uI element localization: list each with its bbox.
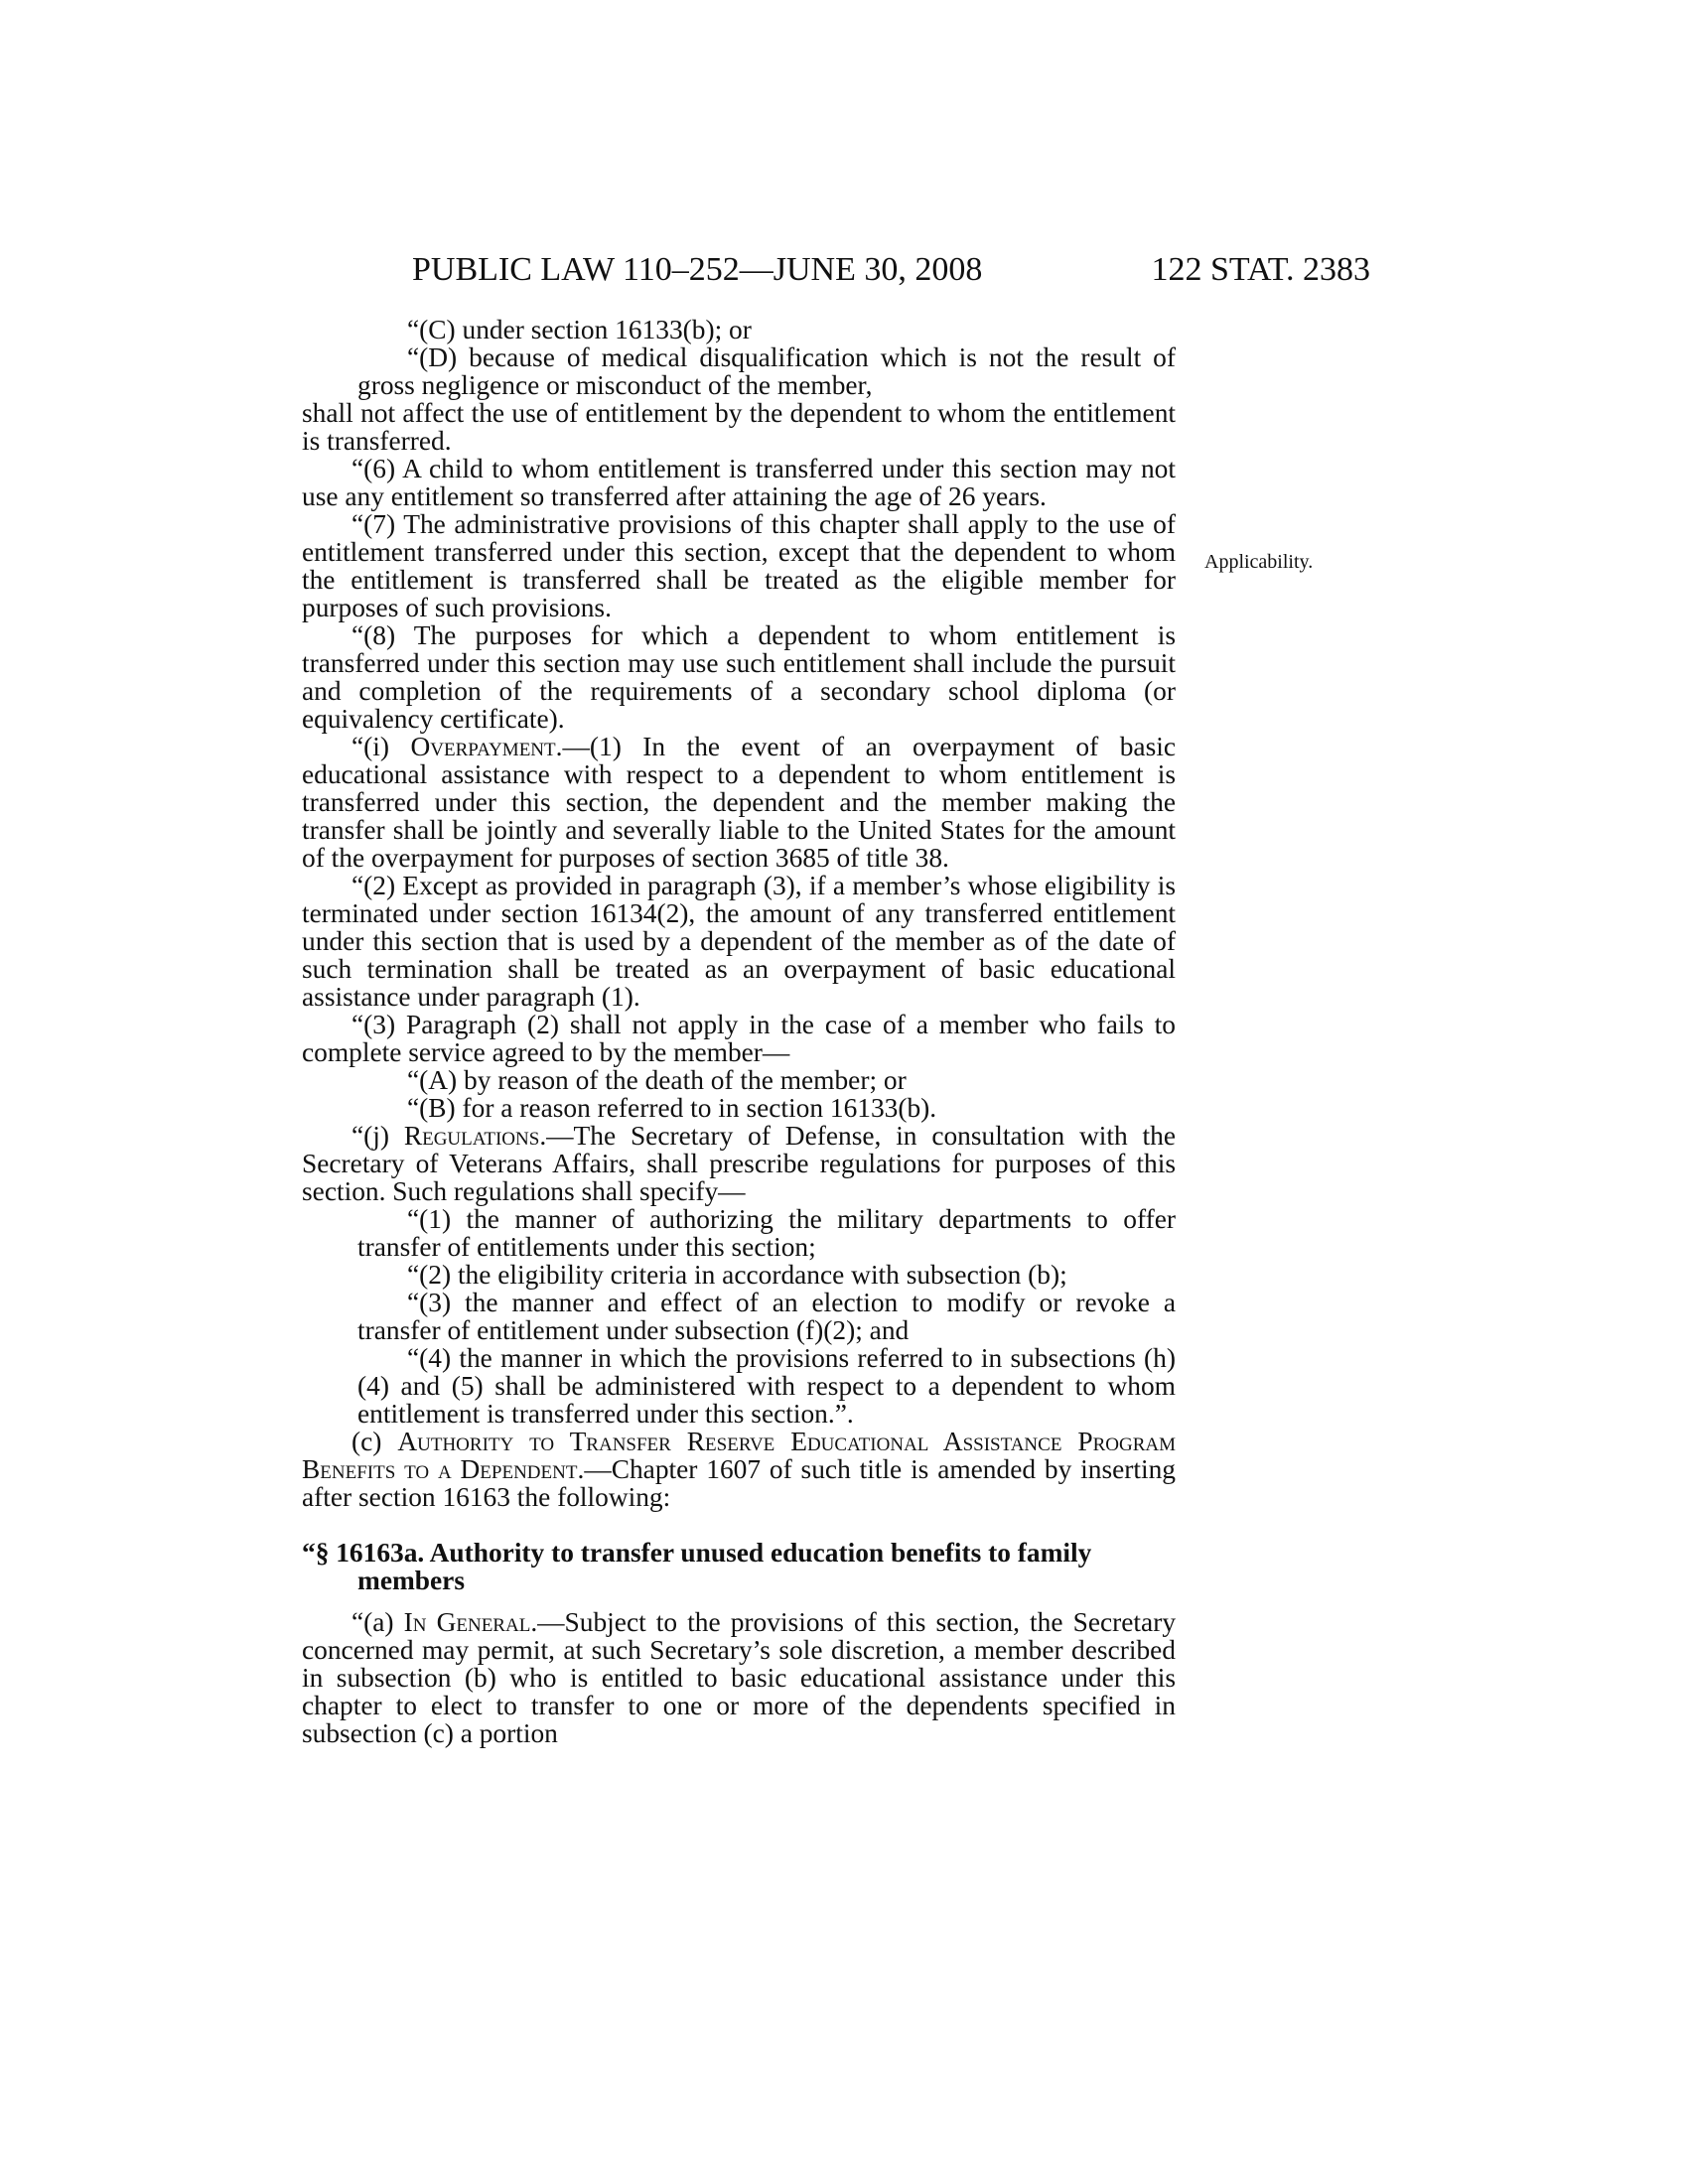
header-statute-page: 122 STAT. 2383 xyxy=(1151,251,1370,288)
header-public-law: PUBLIC LAW 110–252—JUNE 30, 2008 xyxy=(412,251,983,288)
paragraph: (c) Authority to Transfer Reserve Educational Assistance Program Benefits to a Dependent.—Chapter 1607 of such title is amended by inserting after section 16163 the following: xyxy=(302,1427,1176,1512)
paragraph: “(B) for a reason referred to in section 16133(b). xyxy=(407,1093,937,1123)
subsection-heading: Overpayment xyxy=(410,732,556,761)
paragraph: “(3) Paragraph (2) shall not apply in the case of a member who fails to complete service agreed to by the member— xyxy=(302,1010,1176,1067)
paragraph: “(a) In General.—Subject to the provisions of this section, the Secretary concerned may permit, at such Secretary’s sole discretion, a member described in subsection (b) who is entitled to basic educational assistance under this chapter to elect to transfer to one or more of the dependents specified in subsection (c) a portion xyxy=(302,1607,1177,1748)
paragraph: “(i) Overpayment.—(1) In the event of an overpayment of basic educational assistance with respect to a dependent to whom entitlement is transferred under this section, the dependent and the member making the transfer shall be jointly and severally liable to the United States for the amount of the overpayment for purposes of section 3685 of title 38. xyxy=(302,732,1176,873)
paragraph: “(4) the manner in which the provisions referred to in subsections (h)(4) and (5) shall be administered with respect to a dependent to whom entitlement is transferred under this section.”. xyxy=(357,1343,1176,1429)
subsection-heading: Regulations xyxy=(403,1121,540,1151)
paragraph: “(D) because of medical disqualification which is not the result of gross negligence or misconduct of the member, xyxy=(357,342,1176,400)
subsection-heading: Authority to Transfer Reserve Educational Assistance Program Benefits to a Dependent xyxy=(302,1427,1176,1484)
paragraph: “(6) A child to whom entitlement is transferred under this section may not use any entitlement so transferred after attaining the age of 26 years. xyxy=(302,454,1176,511)
paragraph: shall not affect the use of entitlement by the dependent to whom the entitlement is transferred. xyxy=(302,398,1176,456)
running-header xyxy=(412,250,1370,290)
paragraph: “(8) The purposes for which a dependent to whom entitlement is transferred under this section may use such entitlement shall include the pursuit and completion of the requirements of a secondary school diploma (or equivalency certificate). xyxy=(302,620,1176,734)
paragraph: “(2) the eligibility criteria in accordance with subsection (b); xyxy=(407,1260,1067,1290)
paragraph: “(j) Regulations.—The Secretary of Defense, in consultation with the Secretary of Veterans Affairs, shall prescribe regulations for purposes of this section. Such regulations shall specify— xyxy=(302,1121,1176,1206)
paragraph: “(3) the manner and effect of an election to modify or revoke a transfer of entitlement under subsection (f)(2); and xyxy=(357,1288,1176,1345)
paragraph: “(2) Except as provided in paragraph (3), if a member’s whose eligibility is terminated under section 16134(2), the amount of any transferred entitlement under this section that is used by a dependent of the member as of the date of such termination shall be treated as an overpayment of basic educational assistance under paragraph (1). xyxy=(302,871,1176,1012)
section-heading: “§ 16163a. Authority to transfer unused education benefits to family members xyxy=(302,1538,1092,1595)
paragraph: “(7) The administrative provisions of this chapter shall apply to the use of entitlement transferred under this section, except that the dependent to whom the entitlement is transferred shall be treated as the eligible member for purposes of such provisions. xyxy=(302,509,1176,622)
paragraph: “(A) by reason of the death of the member; or xyxy=(407,1065,907,1095)
subsection-heading: In General xyxy=(403,1607,531,1637)
margin-note: Applicability. xyxy=(1204,551,1314,573)
paragraph: “(C) under section 16133(b); or xyxy=(407,315,752,344)
paragraph: “(1) the manner of authorizing the military departments to offer transfer of entitlements under this section; xyxy=(357,1204,1176,1262)
body-text xyxy=(302,316,1176,1747)
